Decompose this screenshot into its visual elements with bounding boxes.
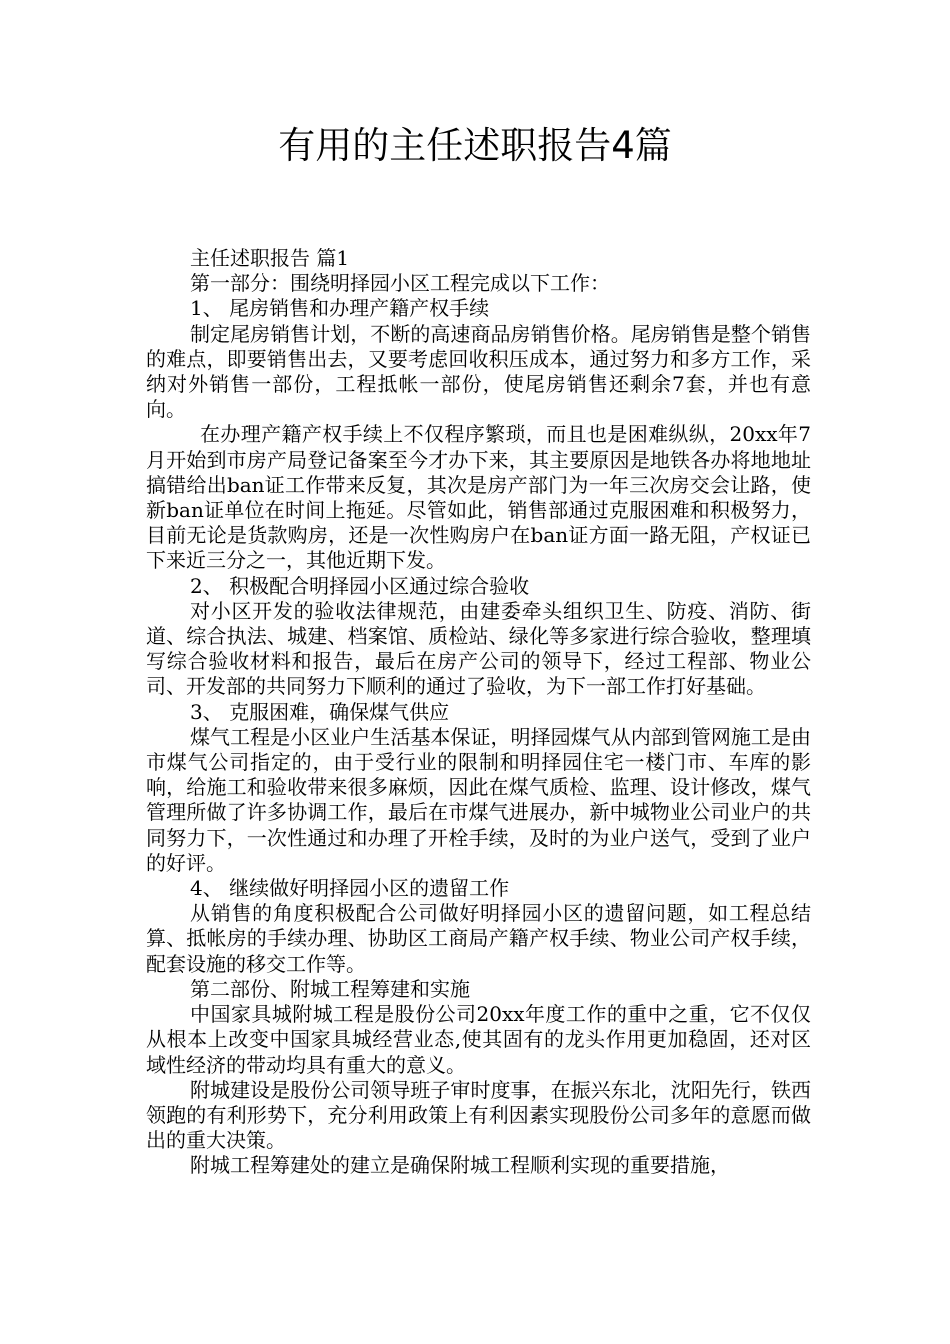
item-heading: 1、 尾房销售和办理产籍产权手续 — [190, 296, 490, 321]
part-heading: 第一部分：围绕明择园小区工程完成以下工作： — [190, 271, 610, 296]
document-body — [146, 246, 811, 1179]
body-paragraph: 对小区开发的验收法律规范，由建委牵头组织卫生、防疫、消防、街道、综合执法、城建、档案馆、质检站、绿化等多家进行综合验收，整理填写综合验收材料和报告，最后在房产公司的领导下，经过工程部、物业公司、开发部的共同努力下顺利的通过了验收，为下一部工作打好基础。 — [146, 598, 811, 699]
body-paragraph: 附城工程筹建处的建立是确保附城工程顺利实现的重要措施， — [190, 1153, 730, 1178]
part-heading: 第二部份、附城工程筹建和实施 — [190, 976, 470, 1001]
body-paragraph: 在办理产籍产权手续上不仅程序繁琐，而且也是困难纵纵，20xx年7月开始到市房产局登记备案至今才办下来，其主要原因是地铁各办将地地址搞错给出ban证工作带来反复，其次是房产部门为一年三次房交会让路，使新ban证单位在时间上拖延。尽管如此，销售部通过克服困难和积极努力，目前无论是货款购房，还是一次性购房户在ban证方面一路无阻，产权证已下来近三分之一，其他近期下发。 — [146, 422, 811, 573]
body-paragraph: 煤气工程是小区业户生活基本保证，明择园煤气从内部到管网施工是由市煤气公司指定的，由于受行业的限制和明择园住宅一楼门市、车库的影响，给施工和验收带来很多麻烦，因此在煤气质检、监理、设计修改，煤气管理所做了许多协调工作，最后在市煤气进展办，新中城物业公司业户的共同努力下，一次性通过和办理了开栓手续，及时的为业户送气，受到了业户的好评。 — [146, 724, 811, 875]
body-paragraph: 附城建设是股份公司领导班子审时度事，在振兴东北，沈阳先行，铁西领跑的有利形势下，充分利用政策上有利因素实现股份公司多年的意愿而做出的重大决策。 — [146, 1077, 811, 1153]
item-heading: 3、 克服困难，确保煤气供应 — [190, 699, 450, 724]
item-heading: 4、 继续做好明择园小区的遗留工作 — [190, 876, 510, 901]
body-paragraph: 中国家具城附城工程是股份公司20xx年度工作的重中之重，它不仅仅从根本上改变中国家具城经营业态,使其固有的龙头作用更加稳固，还对区域性经济的带动均具有重大的意义。 — [146, 1002, 811, 1077]
body-paragraph: 从销售的角度积极配合公司做好明择园小区的遗留问题，如工程总结算、抵帐房的手续办理、协助区工商局产籍产权手续、物业公司产权手续，配套设施的移交工作等。 — [146, 901, 811, 976]
item-heading: 2、 积极配合明择园小区通过综合验收 — [190, 573, 530, 598]
document-title: 有用的主任述职报告4篇 — [278, 124, 672, 167]
section-heading: 主任述职报告 篇1 — [190, 246, 350, 270]
body-paragraph: 制定尾房销售计划，不断的高速商品房销售价格。尾房销售是整个销售的难点，即要销售出去，又要考虑回收积压成本，通过努力和多方工作，采纳对外销售一部份，工程抵帐一部份，使尾房销售还剩余7套，并也有意向。 — [146, 321, 811, 422]
